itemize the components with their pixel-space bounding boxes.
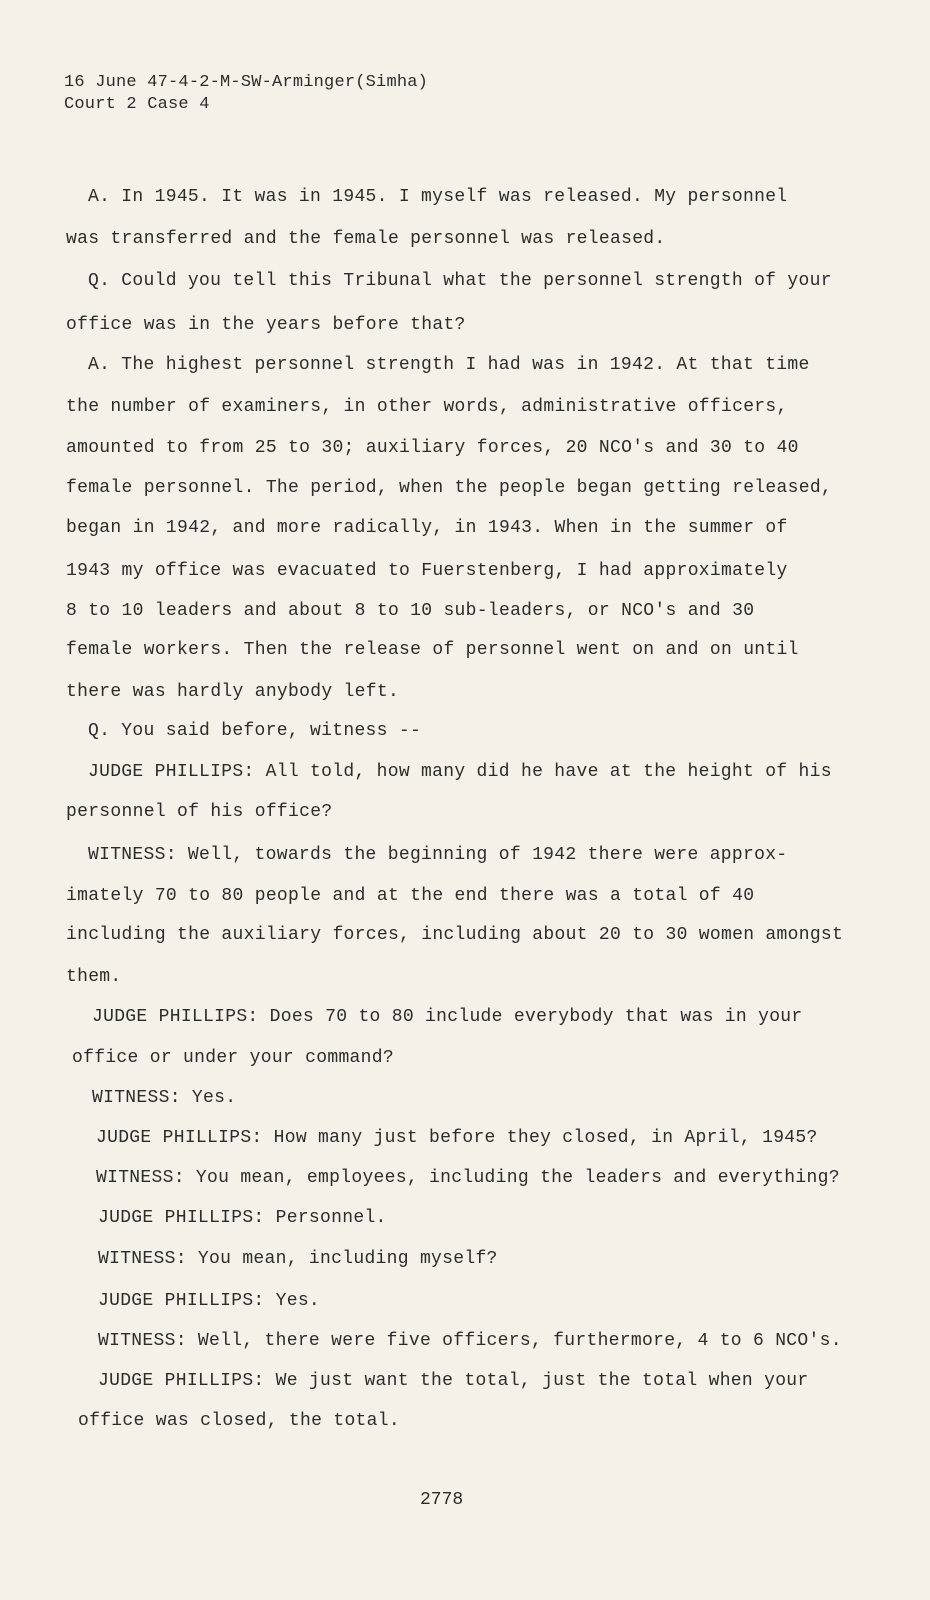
transcript-line: office was closed, the total. (78, 1411, 400, 1431)
transcript-line: JUDGE PHILLIPS: How many just before they closed, in April, 1945? (96, 1128, 818, 1148)
header-line-court-case: Court 2 Case 4 (64, 95, 210, 114)
transcript-line: JUDGE PHILLIPS: We just want the total, just the total when your (98, 1371, 809, 1391)
transcript-line: WITNESS: You mean, employees, including the leaders and everything? (96, 1168, 840, 1188)
transcript-line: them. (66, 967, 122, 987)
transcript-line: imately 70 to 80 people and at the end there was a total of 40 (66, 886, 755, 906)
transcript-line: including the auxiliary forces, including about 20 to 30 women amongst (66, 925, 844, 945)
transcript-line: A. In 1945. It was in 1945. I myself was released. My personnel (88, 187, 788, 207)
header-line-date-case-ref: 16 June 47-4-2-M-SW-Arminger(Simha) (64, 73, 429, 92)
transcript-line: JUDGE PHILLIPS: Does 70 to 80 include everybody that was in your (92, 1007, 803, 1027)
transcript-line: WITNESS: Well, towards the beginning of 1942 there were approx- (88, 845, 788, 865)
page-number: 2778 (420, 1490, 464, 1510)
transcript-line: Q. You said before, witness -- (88, 721, 422, 741)
transcript-line: 8 to 10 leaders and about 8 to 10 sub-leaders, or NCO's and 30 (66, 601, 755, 621)
transcript-line: A. The highest personnel strength I had was in 1942. At that time (88, 355, 810, 375)
transcript-line: personnel of his office? (66, 802, 333, 822)
transcript-line: 1943 my office was evacuated to Fuerstenberg, I had approximately (66, 561, 788, 581)
transcript-line: WITNESS: Yes. (92, 1088, 237, 1108)
transcript-line: WITNESS: You mean, including myself? (98, 1249, 498, 1269)
transcript-line: there was hardly anybody left. (66, 682, 400, 702)
transcript-line: was transferred and the female personnel was released. (66, 229, 666, 249)
transcript-line: office was in the years before that? (66, 315, 466, 335)
transcript-line: WITNESS: Well, there were five officers, furthermore, 4 to 6 NCO's. (98, 1331, 842, 1351)
transcript-line: began in 1942, and more radically, in 1943. When in the summer of (66, 518, 788, 538)
transcript-line: JUDGE PHILLIPS: Yes. (98, 1291, 321, 1311)
transcript-line: office or under your command? (72, 1048, 394, 1068)
transcript-line: amounted to from 25 to 30; auxiliary forces, 20 NCO's and 30 to 40 (66, 438, 799, 458)
transcript-line: Q. Could you tell this Tribunal what the personnel strength of your (88, 271, 832, 291)
transcript-line: the number of examiners, in other words, administrative officers, (66, 397, 788, 417)
transcript-line: female personnel. The period, when the people began getting released, (66, 478, 833, 498)
transcript-line: female workers. Then the release of personnel went on and on until (66, 640, 799, 660)
case-header (64, 72, 428, 116)
transcript-line: JUDGE PHILLIPS: All told, how many did he have at the height of his (88, 762, 832, 782)
transcript-line: JUDGE PHILLIPS: Personnel. (98, 1208, 387, 1228)
